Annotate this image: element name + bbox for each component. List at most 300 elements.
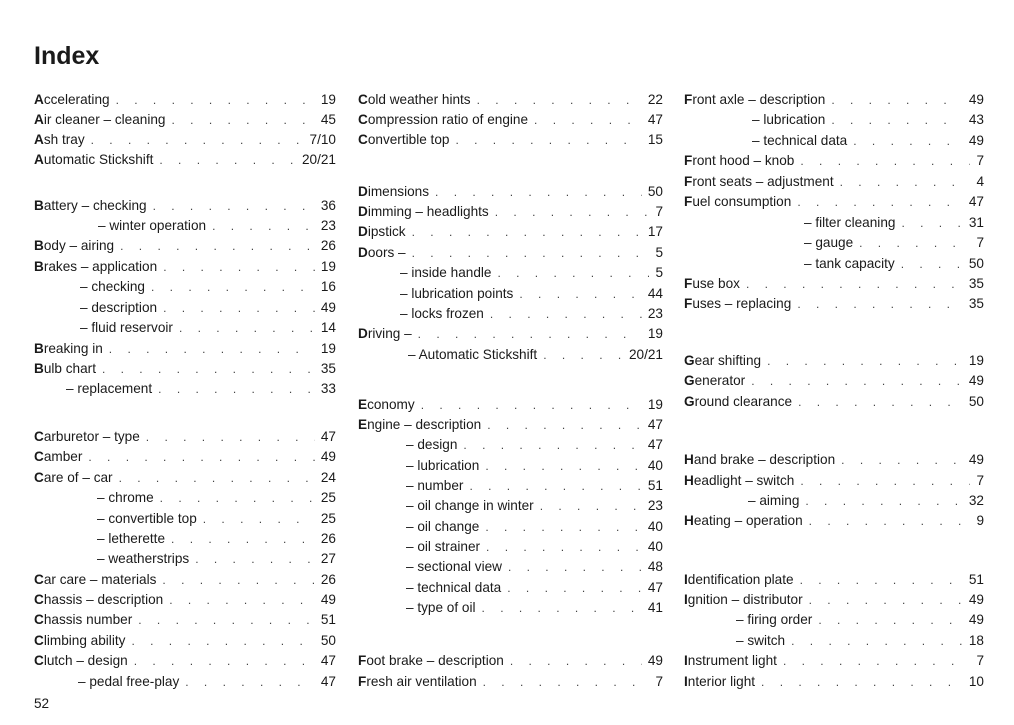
index-entry [684,511,984,531]
leader-dots [151,277,315,297]
leader-dots [120,236,315,256]
entry-label: – switch [736,633,786,648]
leader-dots [840,172,971,192]
index-entry [684,672,984,692]
entry-label: – lubrication [406,458,480,473]
index-subentry [66,379,336,399]
entry-page: 23 [320,218,336,233]
leader-dots [171,529,315,549]
leader-dots [483,672,650,692]
index-entry [358,243,663,263]
entry-page: 7 [976,473,984,488]
entry-label: – firing order [736,612,813,627]
index-entry [684,172,984,192]
leader-dots [172,110,315,130]
index-entry [358,110,663,130]
leader-dots [153,196,315,216]
leader-dots [102,359,315,379]
index-subentry [406,456,663,476]
leader-dots [853,131,963,151]
entry-page: 47 [647,580,663,595]
leader-dots [783,651,971,671]
entry-label: Body – airing [34,238,115,253]
index-subentry [752,110,984,130]
entry-page: 36 [320,198,336,213]
entry-label: – oil strainer [406,539,481,554]
entry-page: 9 [976,513,984,528]
entry-label: – tank capacity [804,256,895,271]
entry-page: 19 [320,92,336,107]
leader-dots [761,672,963,692]
entry-page: 51 [647,478,663,493]
index-entry [34,610,336,630]
entry-label: – technical data [406,580,502,595]
entry-label: – filter cleaning [804,215,896,230]
leader-dots [195,549,315,569]
entry-page: 23 [647,306,663,321]
entry-page: 50 [968,256,984,271]
entry-page: 49 [320,592,336,607]
entry-page: 33 [320,381,336,396]
index-subentry [80,277,336,297]
leader-dots [412,243,650,263]
entry-label: Bulb chart [34,361,96,376]
index-subentry [400,263,663,283]
entry-page: 35 [968,276,984,291]
leader-dots [412,222,642,242]
entry-label: – type of oil [406,600,476,615]
leader-dots [119,468,315,488]
entry-page: 26 [320,572,336,587]
entry-label: – Automatic Stickshift [408,347,538,362]
entry-page: 25 [320,490,336,505]
leader-dots [797,294,963,314]
leader-dots [901,213,962,233]
entry-label: Front axle – description [684,92,826,107]
entry-page: 5 [655,265,663,280]
index-entry [358,202,663,222]
entry-label: Brakes – application [34,259,158,274]
leader-dots [463,435,641,455]
entry-page: 19 [647,397,663,412]
index-subentry [78,672,336,692]
entry-label: Climbing ability [34,633,126,648]
index-entry [684,570,984,590]
index-entry [34,570,336,590]
index-entry [684,471,984,491]
index-entry [358,222,663,242]
entry-label: Fuse box [684,276,740,291]
entry-label: Care of – car [34,470,113,485]
entry-label: Identification plate [684,572,794,587]
leader-dots [485,456,642,476]
entry-label: Heating – operation [684,513,803,528]
entry-page: 50 [320,633,336,648]
entry-page: 40 [647,458,663,473]
leader-dots [91,130,304,150]
index-entry [34,468,336,488]
entry-page: 27 [320,551,336,566]
leader-dots [746,274,963,294]
entry-page: 35 [320,361,336,376]
entry-page: 49 [968,133,984,148]
entry-page: 40 [647,519,663,534]
index-entry [358,651,663,671]
leader-dots [163,298,315,318]
entry-page: 24 [320,470,336,485]
entry-label: Foot brake – description [358,653,504,668]
leader-dots [805,491,962,511]
leader-dots [418,324,642,344]
entry-page: 47 [320,429,336,444]
index-subentry [406,435,663,455]
entry-label: – pedal free-play [78,674,180,689]
entry-page: 7/10 [309,132,336,147]
index-entry [34,236,336,256]
index-entry [684,590,984,610]
entry-label: Automatic Stickshift [34,152,154,167]
entry-page: 22 [647,92,663,107]
entry-label: Doors – [358,245,406,260]
entry-label: Front seats – adjustment [684,174,834,189]
index-entry [684,351,984,371]
index-subentry [804,254,984,274]
index-subentry [406,517,663,537]
entry-label: – chrome [97,490,154,505]
leader-dots [490,304,642,324]
entry-page: 16 [320,279,336,294]
index-entry [34,651,336,671]
index-entry [358,90,663,110]
entry-label: – oil change [406,519,480,534]
leader-dots [859,233,970,253]
entry-page: 47 [647,112,663,127]
leader-dots [158,379,315,399]
index-subentry [406,476,663,496]
index-entry [684,392,984,412]
leader-dots [203,509,315,529]
entry-page: 19 [320,259,336,274]
index-entry [684,294,984,314]
entry-label: Cold weather hints [358,92,471,107]
entry-page: 4 [976,174,984,189]
index-entry [358,130,663,150]
entry-page: 49 [320,300,336,315]
index-subentry [97,509,336,529]
leader-dots [831,90,963,110]
entry-label: Air cleaner – cleaning [34,112,166,127]
entry-label: – fluid reservoir [80,320,173,335]
entry-label: – convertible top [97,511,197,526]
leader-dots [534,110,642,130]
index-entry [34,359,336,379]
index-subentry [406,598,663,618]
entry-label: Dimensions [358,184,430,199]
entry-label: Ignition – distributor [684,592,803,607]
index-entry [684,151,984,171]
leader-dots [169,590,315,610]
entry-page: 17 [647,224,663,239]
entry-page: 19 [320,341,336,356]
index-entry [684,192,984,212]
entry-page: 40 [647,539,663,554]
entry-page: 23 [647,498,663,513]
entry-page: 18 [968,633,984,648]
leader-dots [818,610,963,630]
entry-label: – weatherstrips [97,551,190,566]
leader-dots [543,345,623,365]
entry-label: Carburetor – type [34,429,140,444]
leader-dots [831,110,963,130]
entry-page: 26 [320,238,336,253]
leader-dots [477,90,642,110]
entry-page: 14 [320,320,336,335]
leader-dots [159,150,296,170]
page-number: 52 [34,696,50,711]
leader-dots [800,570,963,590]
index-entry [684,450,984,470]
leader-dots [469,476,641,496]
entry-page: 20/21 [301,152,336,167]
entry-label: Generator [684,373,746,388]
entry-label: Chassis – description [34,592,164,607]
index-subentry [736,631,984,651]
entry-page: 32 [968,493,984,508]
entry-label: – replacement [66,381,153,396]
entry-page: 7 [976,653,984,668]
index-subentry [98,216,336,236]
leader-dots [160,488,315,508]
leader-dots [767,351,963,371]
entry-label: – number [406,478,464,493]
entry-page: 47 [968,194,984,209]
entry-page: 25 [320,511,336,526]
entry-page: 15 [647,132,663,147]
entry-label: – description [80,300,158,315]
index-subentry [752,131,984,151]
index-entry [34,196,336,216]
entry-label: Ash tray [34,132,85,147]
leader-dots [185,672,315,692]
entry-label: Driving – [358,326,412,341]
index-subentry [97,529,336,549]
entry-page: 49 [968,612,984,627]
entry-label: Instrument light [684,653,777,668]
leader-dots [455,130,641,150]
leader-dots [435,182,642,202]
entry-label: Battery – checking [34,198,147,213]
entry-label: Compression ratio of engine [358,112,529,127]
index-subentry [406,578,663,598]
entry-label: – lubrication [752,112,826,127]
entry-page: 7 [976,153,984,168]
entry-page: 47 [647,437,663,452]
index-entry [358,672,663,692]
entry-label: Front hood – knob [684,153,795,168]
index-entry [358,324,663,344]
entry-label: Breaking in [34,341,103,356]
entry-page: 7 [655,674,663,689]
entry-label: Convertible top [358,132,450,147]
entry-label: Accelerating [34,92,110,107]
entry-label: Dipstick [358,224,406,239]
entry-page: 49 [968,373,984,388]
leader-dots [797,192,963,212]
leader-dots [179,318,315,338]
leader-dots [487,415,642,435]
entry-page: 10 [968,674,984,689]
entry-page: 48 [647,559,663,574]
index-entry [684,651,984,671]
entry-label: – locks frozen [400,306,484,321]
entry-page: 51 [320,612,336,627]
index-entry [684,274,984,294]
entry-label: – letherette [97,531,166,546]
entry-label: Car care – materials [34,572,157,587]
entry-label: – design [406,437,458,452]
index-subentry [804,213,984,233]
entry-label: – aiming [748,493,800,508]
index-entry [358,415,663,435]
entry-page: 47 [647,417,663,432]
leader-dots [798,392,963,412]
leader-dots [800,471,970,491]
index-entry [34,590,336,610]
entry-label: Camber [34,449,83,464]
entry-label: Economy [358,397,415,412]
index-entry [358,182,663,202]
entry-label: Hand brake – description [684,452,836,467]
leader-dots [809,511,971,531]
index-entry [34,427,336,447]
entry-page: 31 [968,215,984,230]
index-subentry [97,488,336,508]
entry-page: 49 [968,452,984,467]
entry-label: – gauge [804,235,854,250]
leader-dots [88,447,315,467]
index-subentry [406,557,663,577]
leader-dots [809,590,963,610]
entry-page: 49 [968,592,984,607]
leader-dots [508,557,642,577]
index-subentry [736,610,984,630]
index-subentry [406,496,663,516]
leader-dots [495,202,650,222]
leader-dots [485,517,642,537]
index-entry [34,631,336,651]
index-entry [684,371,984,391]
leader-dots [497,263,649,283]
leader-dots [800,151,970,171]
entry-page: 20/21 [628,347,663,362]
leader-dots [901,254,963,274]
index-entry [684,90,984,110]
entry-label: – oil change in winter [406,498,534,513]
entry-page: 50 [968,394,984,409]
entry-page: 19 [647,326,663,341]
leader-dots [163,257,315,277]
entry-page: 26 [320,531,336,546]
entry-page: 41 [647,600,663,615]
leader-dots [510,651,642,671]
entry-page: 49 [968,92,984,107]
index-entry [34,110,336,130]
leader-dots [507,578,642,598]
entry-label: – technical data [752,133,848,148]
leader-dots [131,631,314,651]
entry-label: Fuses – replacing [684,296,792,311]
entry-page: 49 [647,653,663,668]
leader-dots [751,371,963,391]
index-entry [34,150,336,170]
entry-label: – lubrication points [400,286,514,301]
entry-label: Fresh air ventilation [358,674,477,689]
leader-dots [212,216,315,236]
page-title: Index [34,42,100,70]
entry-page: 50 [647,184,663,199]
entry-page: 19 [968,353,984,368]
entry-page: 7 [655,204,663,219]
entry-label: Interior light [684,674,756,689]
leader-dots [162,570,314,590]
index-entry [358,395,663,415]
entry-label: Fuel consumption [684,194,792,209]
entry-label: Chassis number [34,612,133,627]
leader-dots [791,631,963,651]
index-subentry [400,284,663,304]
leader-dots [116,90,315,110]
entry-label: Clutch – design [34,653,128,668]
index-subentry [80,318,336,338]
entry-page: 45 [320,112,336,127]
leader-dots [138,610,315,630]
entry-page: 47 [320,674,336,689]
entry-page: 7 [976,235,984,250]
entry-page: 51 [968,572,984,587]
index-entry [34,339,336,359]
index-entry [34,447,336,467]
index-entry [34,90,336,110]
entry-label: Headlight – switch [684,473,795,488]
index-subentry [406,537,663,557]
index-subentry [804,233,984,253]
entry-page: 35 [968,296,984,311]
index-entry [34,130,336,150]
leader-dots [482,598,642,618]
entry-label: Gear shifting [684,353,762,368]
leader-dots [486,537,642,557]
leader-dots [146,427,315,447]
entry-label: Ground clearance [684,394,793,409]
entry-page: 44 [647,286,663,301]
entry-label: – winter operation [98,218,207,233]
leader-dots [841,450,963,470]
index-subentry [400,304,663,324]
entry-label: Dimming – headlights [358,204,489,219]
entry-label: – checking [80,279,145,294]
leader-dots [109,339,315,359]
index-subentry [748,491,984,511]
leader-dots [134,651,315,671]
index-entry [34,257,336,277]
entry-page: 49 [320,449,336,464]
index-subentry [408,345,663,365]
entry-label: – inside handle [400,265,492,280]
entry-page: 47 [320,653,336,668]
leader-dots [421,395,642,415]
entry-page: 43 [968,112,984,127]
index-subentry [97,549,336,569]
